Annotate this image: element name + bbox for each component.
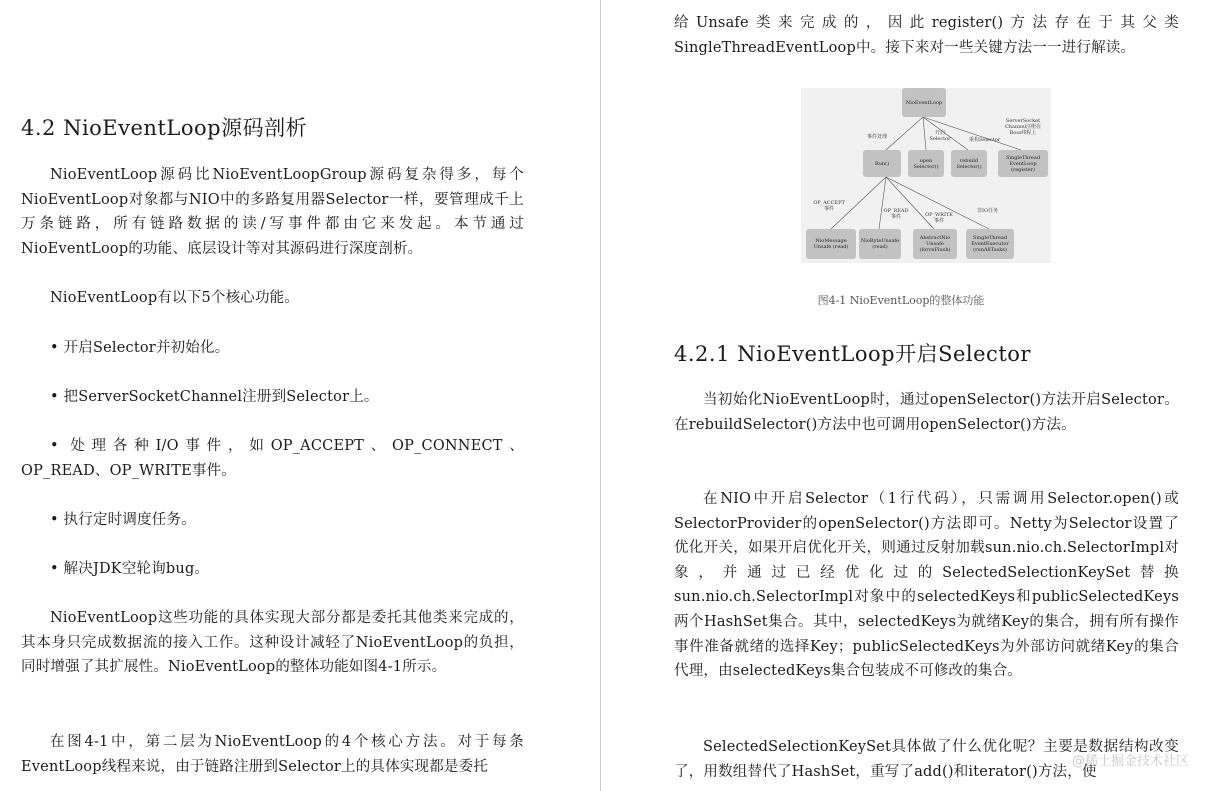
implementation-paragraph: NioEventLoop这些功能的具体实现大部分都是委托其他类来完成的，其本身只完成数据流的接入工作。这种设计减轻了NioEventLoop的负担，同时增强了其扩展性。NioEventLoop的整体功能如图4-1所示。 [21, 610, 524, 676]
edge-label: 开启 Selector [929, 130, 951, 142]
edge-label: 事件处理 [867, 134, 888, 140]
edge-label: 非IO任务 [977, 208, 999, 214]
level2-node: Run() [863, 150, 901, 177]
continued-paragraph: 给Unsafe类来完成的，因此register()方法存在于其父类SingleThreadEventLoop中。接下来对一些关键方法一一进行解读。 [674, 15, 1179, 56]
level3-node: AbstractNio Unsafe (forceFlush) [913, 229, 957, 259]
level3-node: NioByteUnsafe (read) [859, 229, 901, 259]
edge-label: OP_READ 事件 [883, 208, 909, 220]
left-page [0, 0, 600, 791]
bullet-item: • 把ServerSocketChannel注册到Selector上。 [50, 389, 379, 405]
nio-selector-paragraph: 在NIO中开启Selector（1行代码），只需调用Selector.open()或SelectorProvider的openSelector()方法即可。Netty为Selector设置了优化开关，如果开启优化开关，则通过反射加载sun.nio.ch.SelectorImpl对象，并通过已经优化过的SelectedSelectionKeySet替换sun.nio.ch.SelectorImpl对象中的selectedKeys和publicSelectedKeys两个HashSet集合。其中，selectedKeys为就绪Key的集合，拥有所有操作事件准备就绪的选择Key；publicSelectedKeys为外部访问就绪Key的集合代理，由selectedKeys集合包装成不可修改的集合。 [674, 491, 1179, 680]
core-functions-paragraph: NioEventLoop有以下5个核心功能。 [50, 290, 300, 306]
level2-node: rebuild Selector() [951, 150, 987, 177]
edge-label: 重构Selector [969, 137, 1001, 143]
section-heading: 4.2 NioEventLoop源码剖析 [21, 116, 308, 140]
level3-node: SingleThread EventExecutor (runAllTasks) [966, 229, 1014, 259]
level3-node: NioMessage Unsafe (read) [806, 229, 856, 259]
edge-label: OP_WRITE 事件 [925, 212, 953, 224]
optimization-paragraph: SelectedSelectionKeySet具体做了什么优化呢？主要是数据结构改变了，用数组替代了HashSet，重写了add()和iterator()方法，使 [674, 739, 1179, 780]
bullet-item: • 执行定时调度任务。 [50, 512, 196, 528]
subsection-heading: 4.2.1 NioEventLoop开启Selector [674, 342, 1031, 366]
intro-paragraph: NioEventLoop源码比NioEventLoopGroup源码复杂得多，每个NioEventLoop对象都与NIO中的多路复用器Selector一样，要管理成千上万条链路，所有链路数据的读/写事件都由它来发起。本节通过NioEventLoop的功能、底层设计等对其源码进行深度剖析。 [21, 167, 524, 257]
open-selector-paragraph: 当初始化NioEventLoop时，通过openSelector()方法开启Selector。在rebuildSelector()方法中也可调用openSelector()方法。 [674, 392, 1179, 433]
level2-node: SingleThread EventLoop (register) [998, 150, 1048, 177]
figure-caption: 图4-1 NioEventLoop的整体功能 [817, 294, 985, 307]
edge-label: ServerSocket Channel注册在 Boss线程上 [1004, 118, 1042, 136]
figure-explanation-paragraph: 在图4-1中，第二层为NioEventLoop的4个核心方法。对于每条EventLoop线程来说，由于链路注册到Selector上的具体实现都是委托 [21, 734, 524, 775]
bullet-item: • 处理各种I/O事件，如OP_ACCEPT、OP_CONNECT、OP_READ、OP_WRITE事件。 [21, 438, 524, 479]
figure-diagram [801, 88, 1051, 263]
watermark: @稀土掘金技术社区 [1071, 754, 1189, 769]
bullet-item: • 解决JDK空轮询bug。 [50, 561, 210, 577]
root-node: NioEventLoop [902, 88, 946, 117]
edge-label: OP_ACCEPT 事件 [813, 200, 845, 212]
bullet-item: • 开启Selector并初始化。 [50, 340, 230, 356]
right-page [601, 0, 1211, 791]
level2-node: open Selector() [908, 150, 944, 177]
